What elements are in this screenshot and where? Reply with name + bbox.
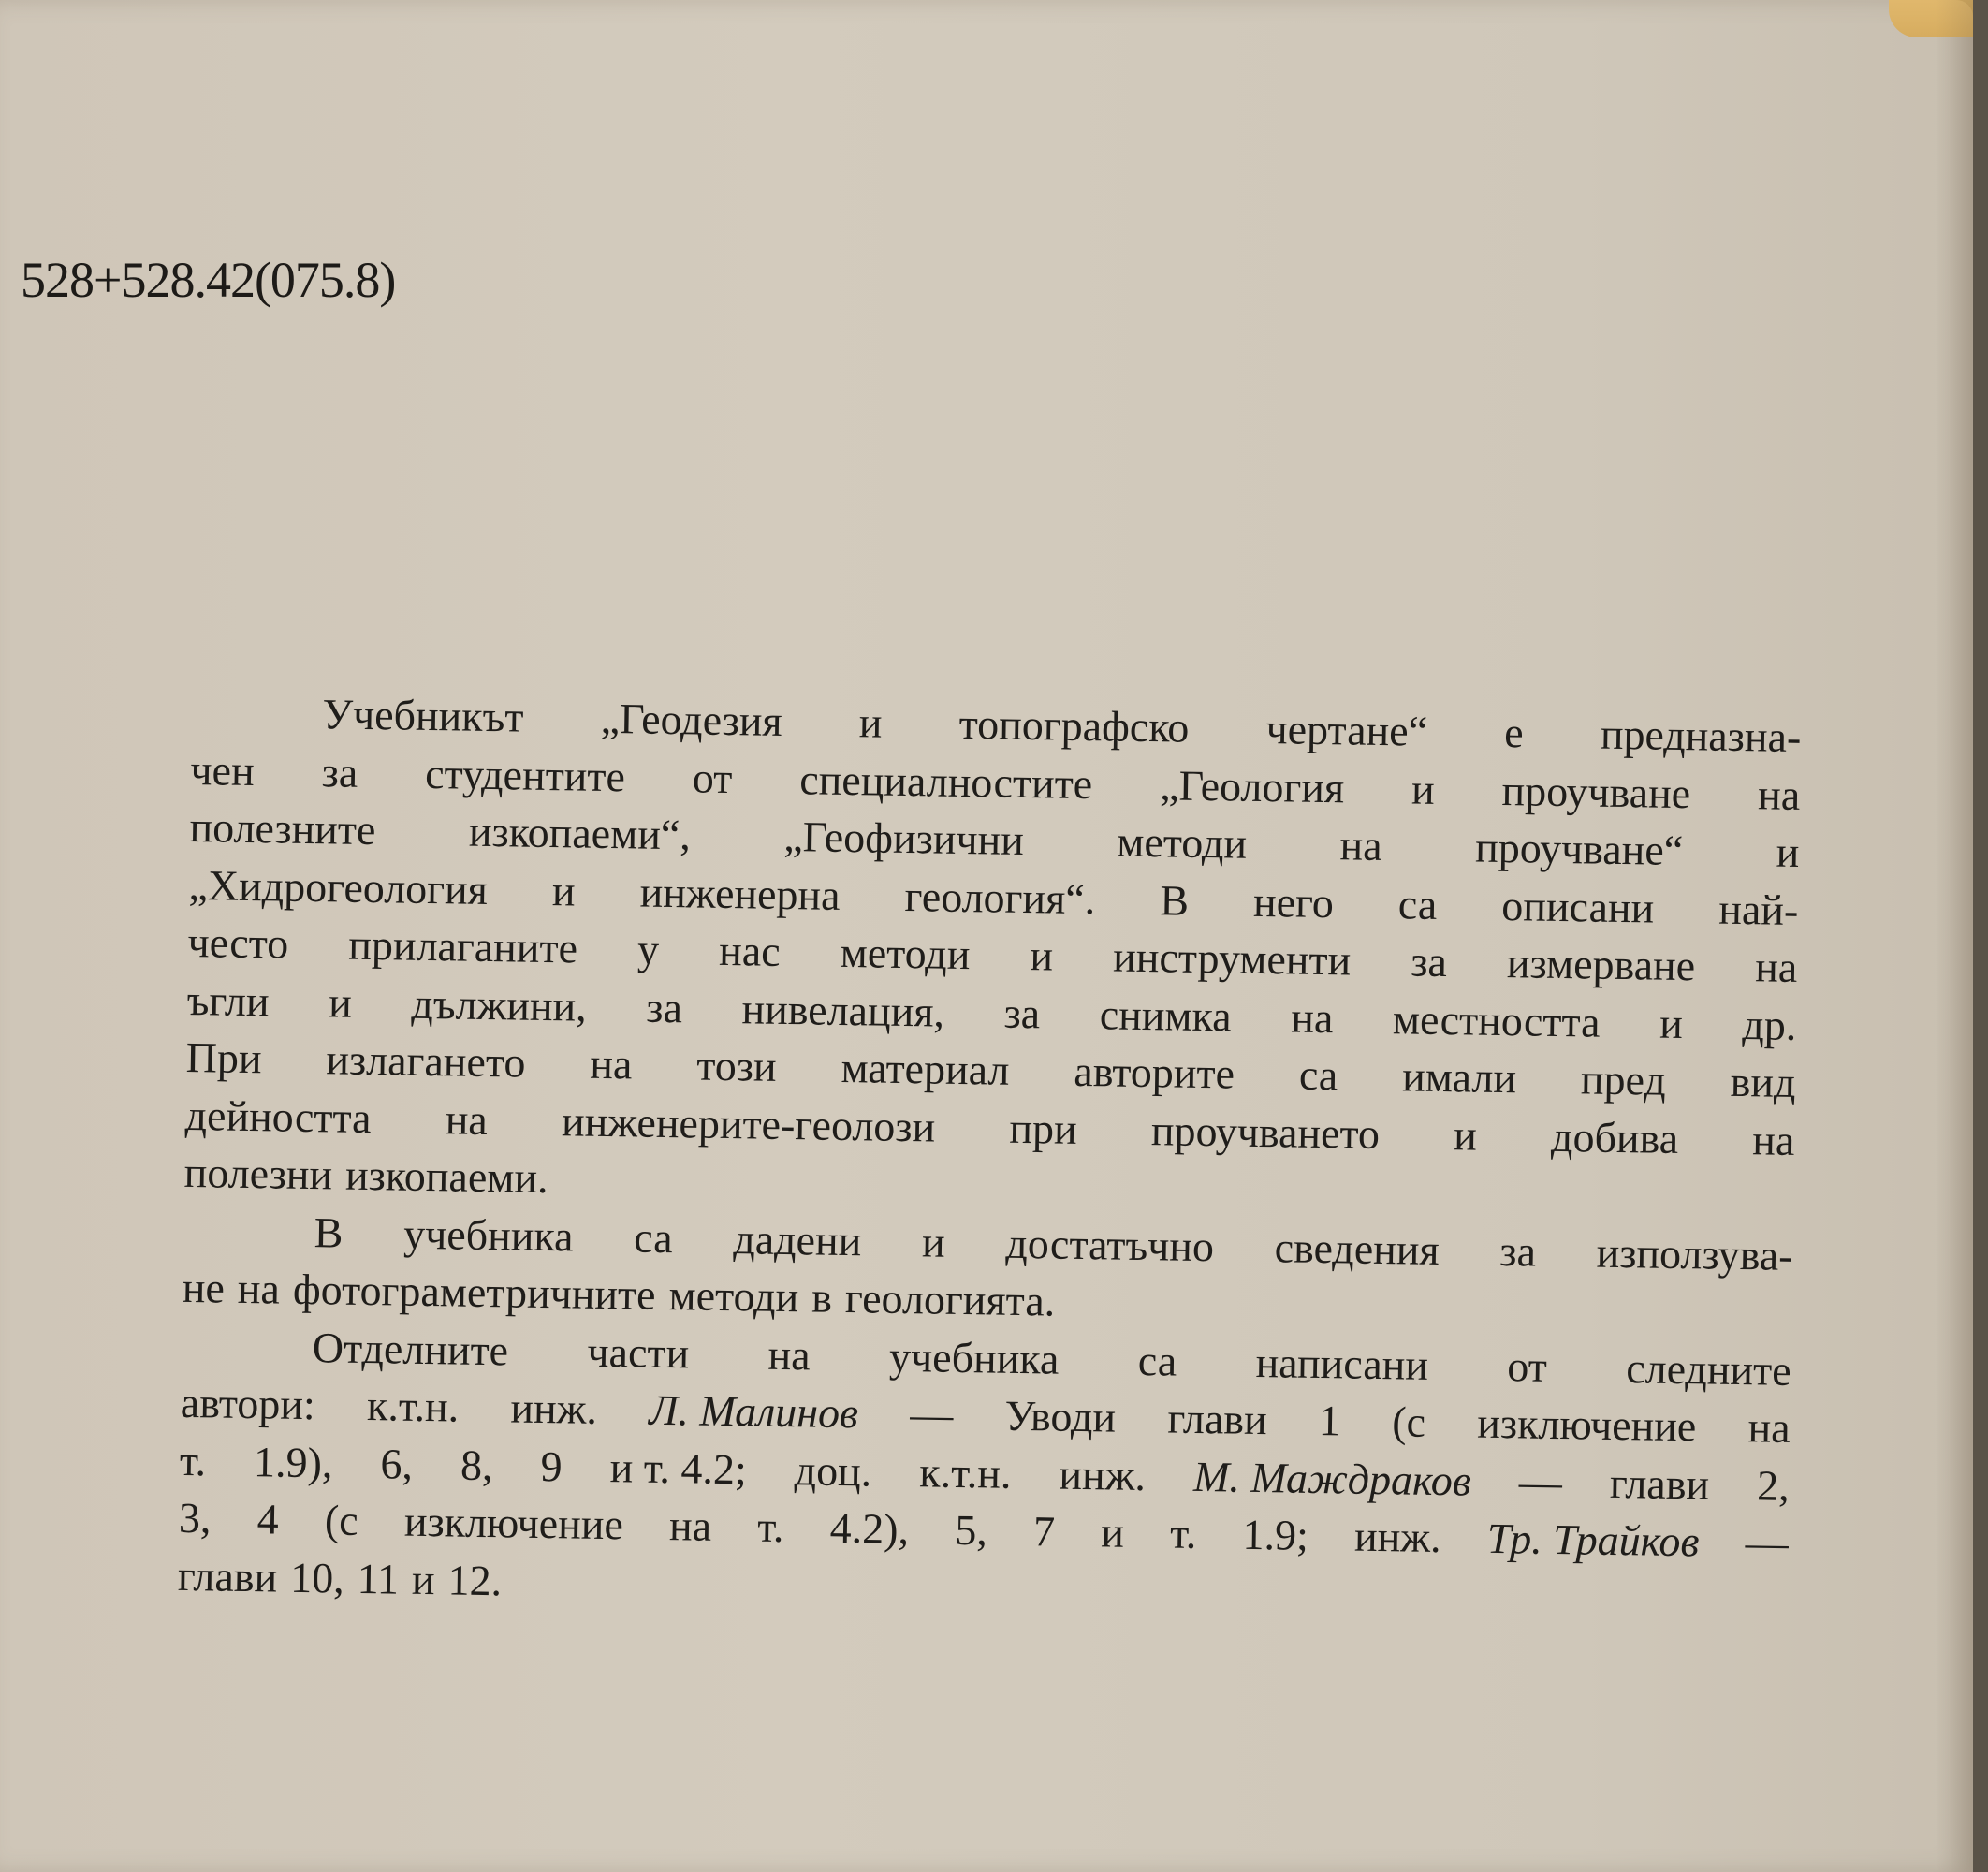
word: — [1518, 1456, 1563, 1506]
word: учебника [402, 1209, 574, 1260]
word: на [1339, 821, 1383, 870]
word: сведения [1274, 1222, 1440, 1274]
word: — [1745, 1518, 1790, 1567]
word: к.т.н. [366, 1382, 460, 1431]
word: полезните [189, 802, 376, 855]
word: др. [1742, 1000, 1797, 1049]
word: Отделните [312, 1323, 509, 1374]
word: „Геодезия [600, 694, 783, 745]
word: Л. Малинов [648, 1385, 859, 1438]
word: достатъчно [1005, 1219, 1215, 1270]
word: на [237, 1264, 281, 1313]
word: инженерна [639, 868, 841, 919]
word: инж. [1059, 1450, 1147, 1499]
word: фотограметричните [292, 1265, 656, 1319]
word: 12. [447, 1555, 503, 1604]
word: и [1030, 931, 1054, 980]
word: инструменти [1112, 932, 1352, 985]
word: на [668, 1501, 712, 1550]
word: при [1009, 1104, 1078, 1153]
word: 9 [540, 1441, 563, 1490]
word: геология“. [904, 871, 1096, 923]
word: „Хидрогеология [188, 860, 489, 914]
word: специалностите [798, 754, 1093, 808]
word: са [1298, 1050, 1338, 1100]
word: материал [841, 1043, 1010, 1094]
word: и [551, 866, 577, 914]
word: авторите [1074, 1046, 1235, 1098]
word: за [645, 983, 683, 1031]
word: инж. [1353, 1512, 1442, 1562]
word: автори: [180, 1378, 316, 1429]
word: и [1659, 999, 1684, 1047]
word: изключение [403, 1497, 624, 1549]
word: за [321, 747, 358, 797]
word: на [589, 1039, 633, 1089]
word: за [1499, 1226, 1537, 1276]
word: топографско [958, 699, 1190, 752]
word: При [185, 1032, 262, 1083]
word: и [328, 977, 353, 1027]
word: 1.9), [253, 1437, 333, 1486]
word: учебника [888, 1332, 1060, 1383]
word: на [767, 1330, 811, 1379]
word: този [695, 1041, 778, 1090]
word: и [1100, 1508, 1125, 1557]
word: доц. [794, 1445, 872, 1496]
word: и т. 4.2; [609, 1442, 748, 1493]
word: пред [1580, 1055, 1667, 1104]
word: написани [1255, 1338, 1429, 1389]
word: са [633, 1212, 674, 1262]
word: проучване“ [1474, 823, 1684, 875]
word: т. [1169, 1509, 1197, 1558]
word: к.т.н. [918, 1447, 1012, 1498]
word: т. [756, 1502, 784, 1552]
word: излагането [326, 1035, 526, 1087]
word: т. [179, 1436, 207, 1484]
word: 1.9; [1242, 1510, 1309, 1559]
word: Тр. Трайков [1486, 1514, 1700, 1566]
word: инженерите-геолози [561, 1096, 936, 1151]
word: 3, [178, 1493, 212, 1543]
word: следните [1625, 1343, 1792, 1395]
word: ъгли [186, 975, 270, 1025]
word: изключение [1476, 1398, 1697, 1451]
word: най- [1718, 885, 1799, 934]
word: 4.2), [829, 1503, 910, 1554]
word: него [1252, 877, 1335, 927]
word: В [1159, 875, 1190, 925]
word: прилаганите [347, 920, 578, 973]
word: проучване [1501, 766, 1691, 817]
word: 10, [289, 1553, 345, 1602]
word: — [909, 1390, 954, 1439]
annotation-text [178, 683, 1802, 1630]
word: предназна- [1600, 709, 1802, 762]
word: части [587, 1327, 690, 1377]
word: дадени [733, 1214, 862, 1265]
word: и [1411, 764, 1436, 813]
word: геологията. [844, 1274, 1056, 1325]
word: Учебникът [322, 690, 524, 741]
word: 2, [1756, 1460, 1791, 1510]
paragraph [178, 1316, 1792, 1629]
word: 8, [460, 1441, 493, 1489]
word: вид [1730, 1057, 1796, 1106]
word: изкопаеми. [344, 1150, 548, 1203]
page-corner-edge [1889, 0, 1973, 37]
word: 4 [256, 1495, 280, 1543]
word: и [411, 1555, 436, 1603]
word: на [1290, 992, 1334, 1042]
word: В [314, 1207, 344, 1257]
word: на [1757, 769, 1801, 819]
word: нивелация, [741, 984, 945, 1036]
word: е [1503, 709, 1525, 757]
word: „Геофизични [782, 812, 1025, 864]
word: от [692, 753, 733, 802]
word: от [1507, 1341, 1548, 1391]
word: са [1137, 1336, 1177, 1385]
word: за [1410, 937, 1448, 987]
paragraph [183, 683, 1801, 1226]
word: не [182, 1263, 226, 1312]
word: и [858, 698, 883, 747]
word: дейността [184, 1090, 372, 1142]
word: измерване [1506, 939, 1696, 990]
word: снимка [1099, 989, 1233, 1040]
word: глави [177, 1551, 278, 1601]
word: чен [190, 745, 256, 795]
word: и [921, 1217, 946, 1266]
word: за [1003, 988, 1041, 1037]
word: методи [668, 1271, 799, 1322]
word: инж. [510, 1383, 598, 1433]
word: нас [718, 926, 782, 975]
word: 5, [954, 1505, 988, 1555]
word: 6, [380, 1439, 414, 1488]
word: описани [1501, 881, 1655, 932]
word: 11 [357, 1554, 400, 1603]
word: (с [1391, 1397, 1426, 1446]
word: на [1747, 1403, 1791, 1452]
word: дължини, [411, 979, 588, 1031]
word: Уводи [1004, 1391, 1117, 1441]
word: М. Маждраков [1192, 1452, 1472, 1505]
word: използува- [1596, 1228, 1793, 1280]
word: студентите [424, 749, 626, 800]
word: проучването [1150, 1105, 1381, 1158]
word: методи [1117, 817, 1248, 868]
word: чертане“ [1265, 705, 1428, 755]
word: местността [1392, 994, 1601, 1046]
word: често [187, 917, 289, 968]
word: изкопаеми“, [468, 807, 692, 859]
word: у [636, 925, 660, 973]
word: „Геология [1159, 760, 1345, 812]
word: глави [1609, 1458, 1710, 1509]
word: и [1776, 827, 1800, 876]
word: са [1397, 879, 1438, 929]
word: добива [1550, 1112, 1679, 1163]
word: полезни [183, 1148, 333, 1199]
word: методи [840, 928, 971, 979]
word: на [445, 1094, 489, 1144]
word: на [1754, 943, 1798, 991]
word: 1 [1318, 1397, 1341, 1445]
word: имали [1401, 1052, 1517, 1103]
word: глави [1167, 1394, 1268, 1444]
word: 7 [1032, 1507, 1056, 1556]
word: на [1752, 1115, 1795, 1164]
udc-classification-code: 528+528.42(075.8) [21, 252, 396, 308]
word: и [1453, 1110, 1478, 1160]
word: (с [324, 1496, 359, 1544]
word: в [811, 1273, 833, 1322]
